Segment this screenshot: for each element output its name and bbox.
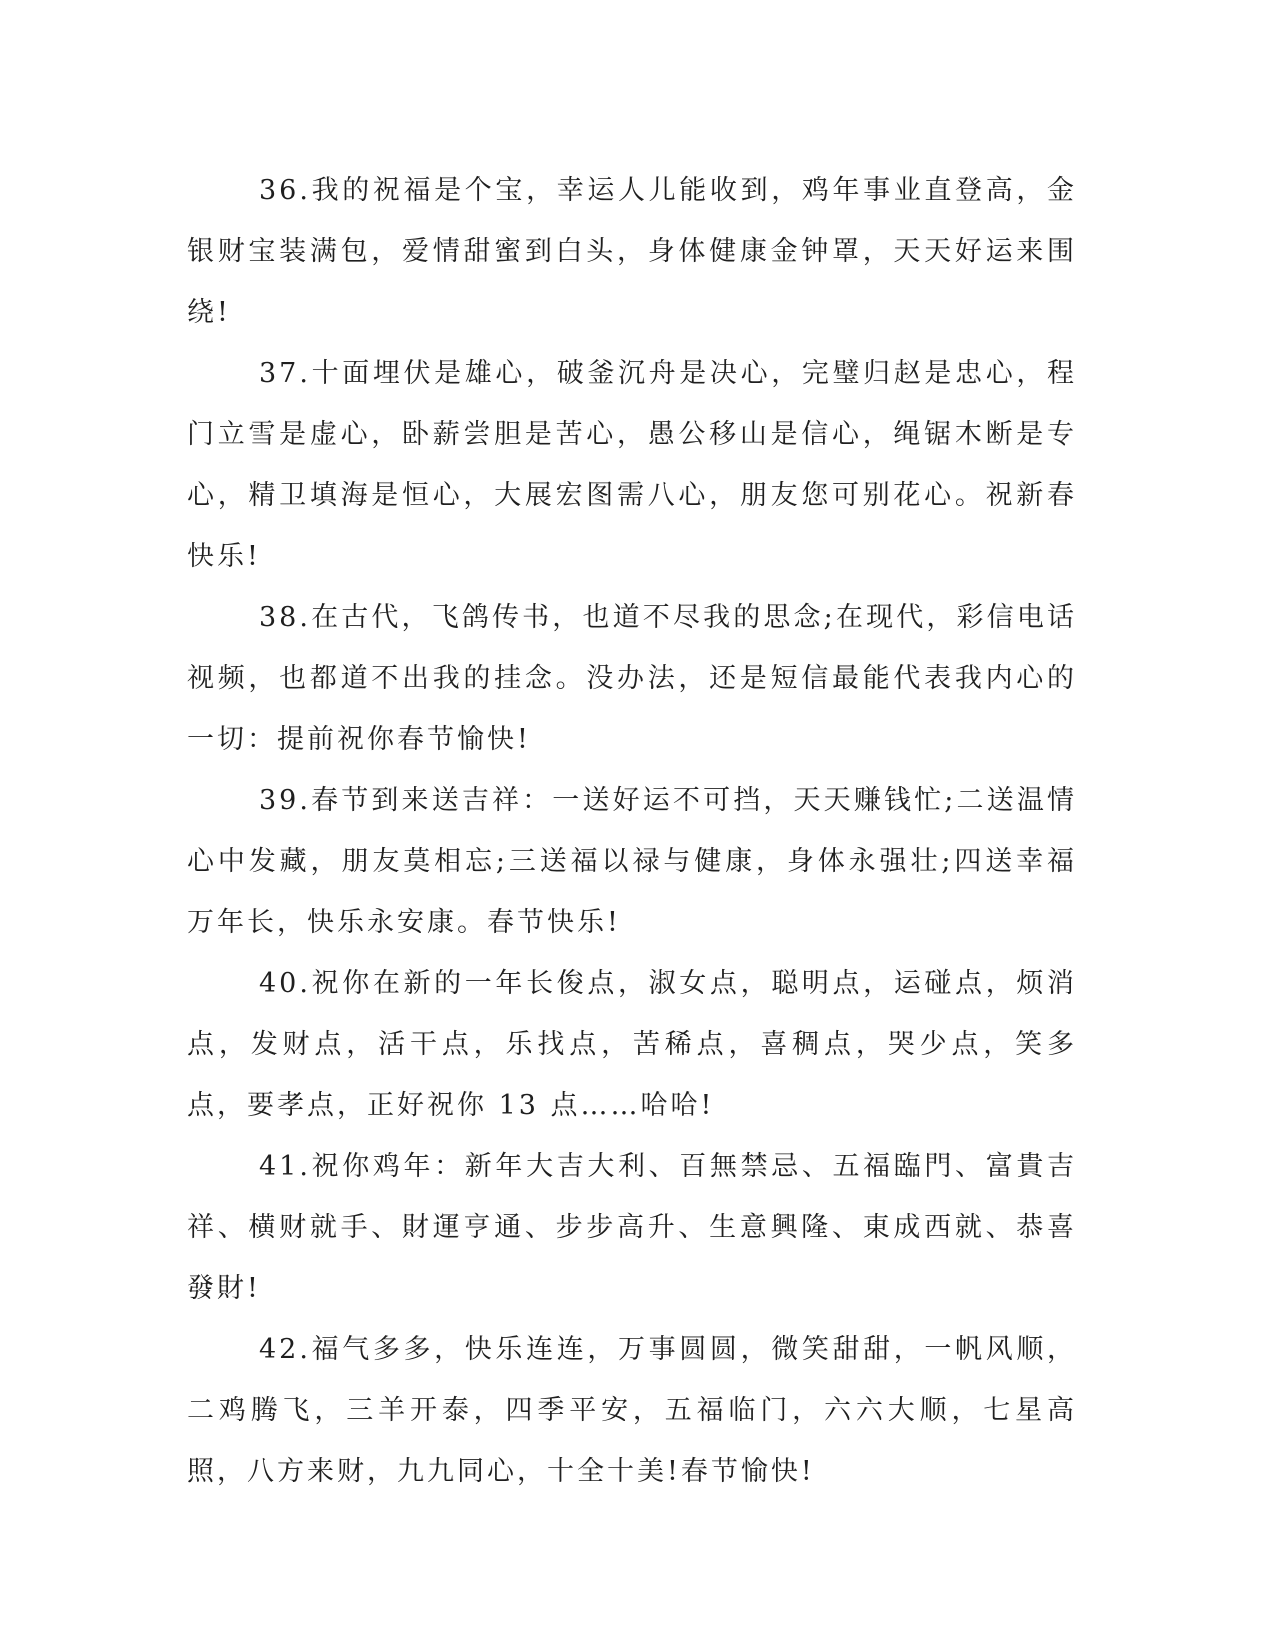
paragraph-39: 39.春节到来送吉祥：一送好运不可挡，天天赚钱忙;二送温情心中发藏，朋友莫相忘;三送福以禄与健康，身体永强壮;四送幸福万年长，快乐永安康。春节快乐! [187, 785, 1077, 938]
paragraph-37: 37.十面埋伏是雄心，破釜沉舟是决心，完璧归赵是忠心，程门立雪是虚心，卧薪尝胆是苦心，愚公移山是信心，绳锯木断是专心，精卫填海是恒心，大展宏图需八心，朋友您可别花心。祝新春快乐! [187, 358, 1077, 572]
paragraph-40: 40.祝你在新的一年长俊点，淑女点，聪明点，运碰点，烦消点，发财点，活干点，乐找点，苦稀点，喜稠点，哭少点，笑多点，要孝点，正好祝你 13 点……哈哈! [187, 968, 1077, 1121]
paragraph-38: 38.在古代，飞鸽传书，也道不尽我的思念;在现代，彩信电话视频，也都道不出我的挂念。没办法，还是短信最能代表我内心的一切：提前祝你春节愉快! [187, 602, 1077, 755]
paragraph-42: 42.福气多多，快乐连连，万事圆圆，微笑甜甜，一帆风顺，二鸡腾飞，三羊开泰，四季平安，五福临门，六六大顺，七星高照，八方来财，九九同心，十全十美!春节愉快! [187, 1334, 1077, 1487]
document-body [187, 160, 1077, 1502]
paragraph-41: 41.祝你鸡年：新年大吉大利、百無禁忌、五福臨門、富貴吉祥、横财就手、財運亨通、步步高升、生意興隆、東成西就、恭喜發財! [187, 1151, 1077, 1304]
paragraph-36: 36.我的祝福是个宝，幸运人儿能收到，鸡年事业直登高，金银财宝装满包，爱情甜蜜到白头，身体健康金钟罩，天天好运来围绕! [187, 175, 1077, 328]
